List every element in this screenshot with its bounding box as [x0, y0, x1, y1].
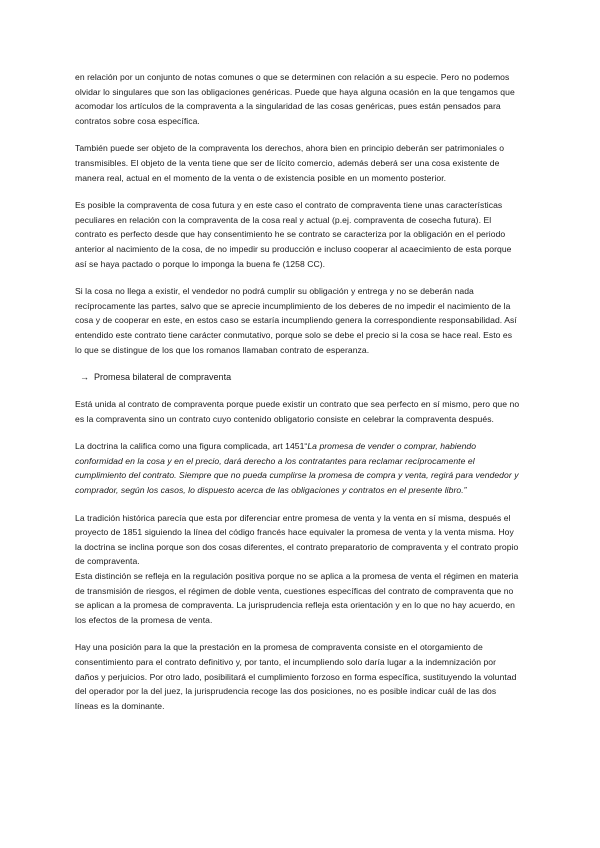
paragraph-6: [75, 439, 520, 497]
paragraph-8: Esta distinción se refleja en la regulación positiva porque no se aplica a la promesa de venta el régimen en materia de transmisión de riesgos, el régimen de doble venta, cuestiones específicas del contrato de compraventa que no se aplican a la promesa de compraventa. La jurisprudencia refleja esta orientación y en lo que no hay acuerdo, en los efectos de la promesa de venta.: [75, 571, 519, 625]
paragraph-1: en relación por un conjunto de notas comunes o que se determinen con relación a su especie. Pero no podemos olvidar lo singulares que son las obligaciones genéricas. Puede que haya alguna ocasión en la que tengamos que acomodar los artículos de la compraventa a la singularidad de las cosas genéricas, pues están pensados para contratos sobre cosa específica.: [75, 72, 515, 126]
paragraph-9: Hay una posición para la que la prestación en la promesa de compraventa consiste en el otorgamiento de consentimiento para el contrato definitivo y, por tanto, el incumpliendo solo daría lugar a la indemnización por daños y perjuicios. Por otro lado, posibilitará el cumplimiento forzoso en forma específica, sustituyendo la voluntad del operador por la del juez, la jurisprudencia recoge las dos posiciones, no es posible indicar cuál de las dos líneas es la dominante.: [75, 642, 517, 711]
section-title: Promesa bilateral de compraventa: [94, 372, 232, 383]
paragraph-3: Es posible la compraventa de cosa futura y en este caso el contrato de compraventa tiene unas características peculiares en relación con la compraventa de la cosa real y actual (p.ej. compraventa de cosecha futura). El contrato es perfecto desde que hay consentimiento he se contrato se caracteriza por la obligación en el periodo anterior al nacimiento de la cosa, de no impedir su producción e incluso cooperar al acaecimiento de esta porque así se haya pactado o porque lo imponga la buena fe (1258 CC).: [75, 200, 512, 269]
paragraph-6-intro: La doctrina la califica como una figura complicada, art 1451“: [75, 441, 308, 452]
paragraph-7: La tradición histórica parecía que esta por diferenciar entre promesa de venta y la venta en sí misma, después el proyecto de 1851 siguiendo la línea del código francés hace equivaler la promesa de venta y la venta misma. Hoy la doctrina se inclina porque son dos cosas diferentes, el contrato preparatorio de compraventa y el contrato propio de compraventa.: [75, 512, 519, 567]
section-heading: [80, 370, 520, 384]
paragraph-4: Si la cosa no llega a existir, el vendedor no podrá cumplir su obligación y entrega y no se deberán nada recíprocamente las partes, salvo que se aprecie incumplimiento de los deberes de no impedir el nacimiento de la cosa y de cooperar en este, en estos caso se estaría incumpliendo genera la correspondiente responsabilidad. Así entendido este contrato tiene carácter conmutativo, porque solo se debe el precio si la cosa se hace real. Esto es lo que se distingue de los que los romanos llamaban contrato de esperanza.: [75, 286, 517, 355]
article-quote: La promesa de vender o comprar, habiendo conformidad en la cosa y en el precio, dará derecho a los contratantes para reclamar recíprocamente el cumplimiento del contrato. Siempre que no pueda cumplirse la promesa de compra y venta, regirá para vendedor y comprador, según los casos, lo dispuesto acerca de las obligaciones y contratos en el presente libro.”: [75, 441, 519, 496]
paragraph-2: También puede ser objeto de la compraventa los derechos, ahora bien en principio deberán ser patrimoniales o transmisibles. El objeto de la venta tiene que ser de lícito comercio, además deberá ser una cosa existente de manera real, actual en el momento de la venta o de existencia posible en un momento posterior.: [75, 143, 505, 183]
paragraph-5: Está unida al contrato de compraventa porque puede existir un contrato que sea perfecto en sí mismo, pero que no es la compraventa sino un contrato cuyo contenido obligatorio consiste en celebrar la compraventa después.: [75, 399, 520, 424]
arrow-right-icon: →: [80, 372, 89, 383]
